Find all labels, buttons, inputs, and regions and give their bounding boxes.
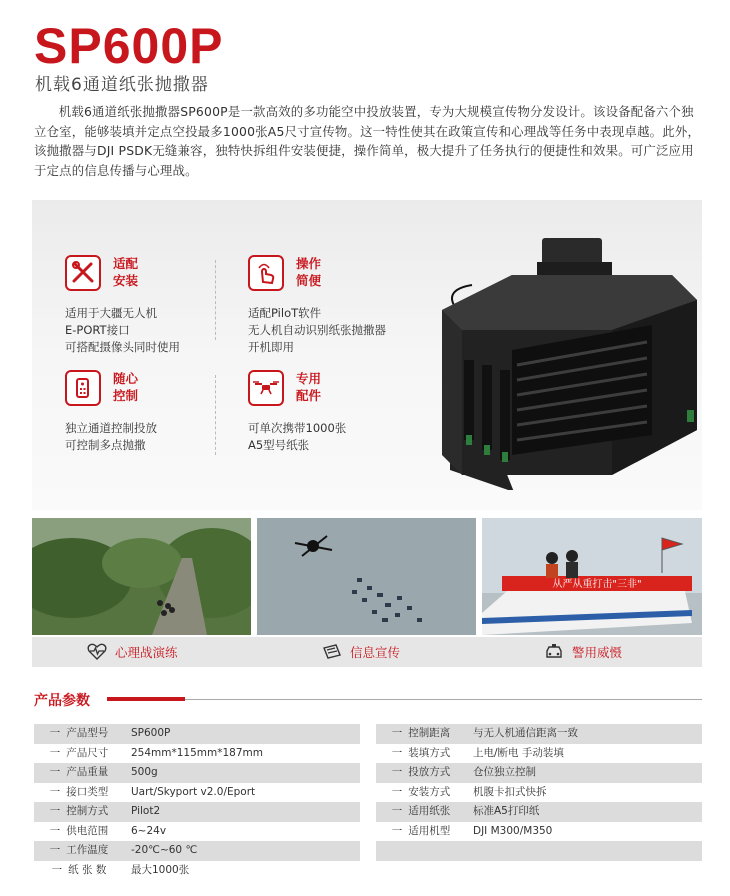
spec-dash: 一: [391, 727, 403, 739]
application-photos: [32, 518, 702, 635]
caption-label: 警用威慑: [572, 645, 623, 660]
spec-value: Pilot2: [131, 805, 161, 817]
spec-key: 适用机型: [408, 824, 451, 837]
spec-value: 与无人机通信距离一致: [473, 727, 578, 739]
caption-psy-drill: [87, 637, 178, 667]
spec-row: [376, 822, 702, 842]
divider: [215, 260, 216, 340]
feature-line: 可搭配摄像头同时使用: [65, 340, 180, 354]
feature-heading: 配件: [296, 388, 322, 403]
feature-heading: 简便: [296, 273, 322, 288]
spec-row: [34, 861, 360, 881]
spec-value: 标准A5打印纸: [473, 805, 540, 817]
spec-key: 接口类型: [66, 785, 109, 798]
specs-table-left: [34, 724, 360, 880]
police-car-icon: [544, 643, 564, 661]
spec-dash: 一: [391, 805, 403, 817]
product-title: SP600P: [34, 18, 224, 74]
specs-title-accent: [107, 697, 185, 701]
feature-line: 独立通道控制投放: [65, 421, 157, 435]
spec-key: 工作温度: [66, 844, 109, 856]
feature-line: 可控制多点抛撒: [65, 438, 146, 452]
spec-dash: 一: [49, 785, 61, 798]
spec-key: 纸 张 数: [68, 863, 107, 876]
feature-heading: 安装: [113, 273, 139, 288]
spec-key: 控制距离: [408, 727, 451, 739]
spec-value: 最大1000张: [131, 863, 190, 876]
feature-heading: 专用: [296, 371, 322, 386]
spec-key: 装填方式: [408, 746, 451, 759]
spec-value: 上电/断电 手动装填: [473, 746, 564, 759]
leaflet-icon: [322, 643, 342, 661]
caption-bar: [32, 637, 702, 667]
drone-icon: [248, 370, 284, 406]
spec-row: [34, 744, 360, 764]
spec-dash: 一: [49, 746, 61, 759]
spec-row: [34, 802, 360, 822]
feature-heading: 随心: [113, 371, 139, 386]
tools-icon: [65, 255, 101, 291]
spec-key: 产品重量: [66, 766, 109, 778]
spec-row: [376, 802, 702, 822]
photo-forest-drill: [32, 518, 251, 635]
specs-table-right: [376, 724, 702, 861]
spec-key: 安装方式: [408, 785, 451, 798]
product-subtitle: 机载6通道纸张抛撒器: [35, 75, 209, 95]
remote-control-icon: [65, 370, 101, 406]
spec-dash: 一: [49, 844, 61, 856]
hand-touch-icon: [248, 255, 284, 291]
feature-line: A5型号纸张: [248, 438, 310, 452]
spec-key: 产品型号: [66, 727, 109, 739]
spec-row: [34, 724, 360, 744]
spec-row: [376, 724, 702, 744]
product-image: [402, 230, 702, 490]
spec-dash: 一: [49, 805, 61, 817]
spec-row: [34, 822, 360, 842]
spec-value: Uart/Skyport v2.0/Eport: [131, 785, 256, 798]
spec-value: 500g: [131, 766, 158, 778]
feature-line: 适用于大疆无人机: [65, 306, 157, 320]
specs-title: 产品参数: [34, 693, 90, 709]
spec-row: [376, 744, 702, 764]
spec-key: 投放方式: [408, 766, 451, 778]
spec-dash: 一: [49, 766, 61, 778]
spec-dash: 一: [391, 766, 403, 778]
spec-value: 6~24v: [131, 824, 167, 837]
banner-text: 从严从重打击"三非": [552, 579, 642, 590]
intro-paragraph: 机载6通道纸张抛撒器SP600P是一款高效的多功能空中投放装置，专为大规模宣传物分发设计。该设备配备六个独立仓室，能够装填并定点空投最多1000张A5尺寸宣传物。这一特性使其在政策宣传和心理战等任务中表现卓越。此外，该抛撒器与DJI PSDK无缝兼容，独特快拆组件安装便捷，操作简单，极大提升了任务执行的便捷性和效果。可广泛应用于定点的信息传播与心理战。: [34, 104, 701, 178]
spec-dash: 一: [391, 785, 403, 798]
spec-row-empty: [376, 841, 702, 861]
spec-dash: 一: [391, 746, 403, 759]
spec-dash: 一: [51, 863, 63, 876]
feature-heading: 控制: [113, 388, 139, 403]
spec-key: 产品尺寸: [66, 746, 109, 759]
spec-dash: 一: [49, 824, 61, 837]
feature-line: E-PORT接口: [65, 323, 130, 337]
caption-police-deterrence: [544, 637, 622, 667]
caption-label: 心理战演练: [115, 645, 178, 660]
feature-line: 无人机自动识别纸张抛撒器: [248, 323, 386, 337]
feature-line: 可单次携带1000张: [248, 421, 347, 435]
spec-key: 适用纸张: [408, 805, 451, 817]
spec-row: [34, 783, 360, 803]
feature-heading: 适配: [113, 256, 139, 271]
photo-police-boat: [482, 518, 702, 635]
spec-row: [376, 783, 702, 803]
spec-value: 254mm*115mm*187mm: [131, 746, 263, 759]
spec-dash: 一: [49, 727, 61, 739]
spec-key: 控制方式: [66, 805, 109, 817]
spec-key: 供电范围: [66, 824, 109, 837]
hero-panel: [32, 200, 702, 510]
spec-value: SP600P: [131, 727, 171, 739]
caption-info-promo: [322, 637, 400, 667]
heartbeat-icon: [87, 643, 107, 661]
feature-line: 开机即用: [248, 340, 294, 354]
spec-value: -20℃~60 ℃: [131, 844, 198, 856]
spec-row: [34, 841, 360, 861]
divider: [215, 375, 216, 455]
spec-value: 仓位独立控制: [473, 766, 536, 778]
photo-leaflet-drop: [257, 518, 476, 635]
spec-row: [34, 763, 360, 783]
caption-label: 信息宣传: [350, 645, 401, 660]
spec-dash: 一: [391, 824, 403, 837]
spec-row: [376, 763, 702, 783]
spec-value: 机腹卡扣式快拆: [473, 785, 547, 798]
spec-value: DJI M300/M350: [473, 824, 553, 837]
specs-title-rule: [185, 699, 702, 700]
feature-line: 适配PiloT软件: [248, 306, 322, 320]
feature-heading: 操作: [296, 256, 322, 271]
